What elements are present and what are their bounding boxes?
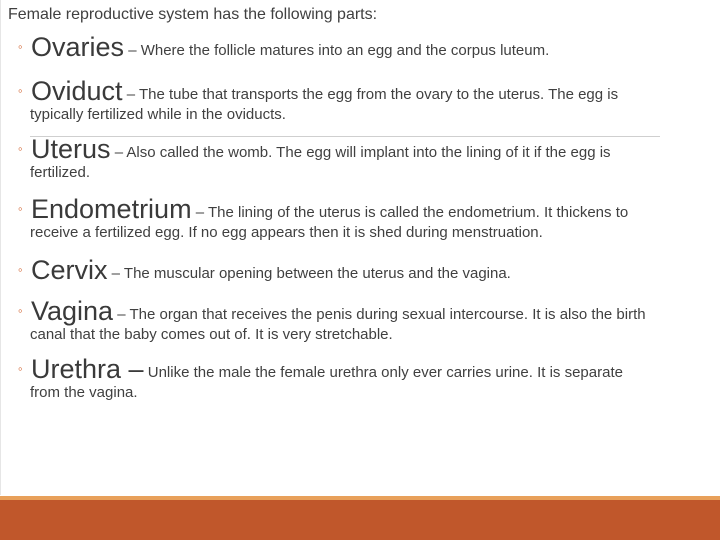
term: Endometrium <box>31 194 192 224</box>
bullet-icon: ◦ <box>18 83 23 98</box>
description: – The muscular opening between the uterus and the vagina. <box>107 265 511 282</box>
description: – Also called the womb. The egg will implant into the lining of it if the egg is <box>110 144 611 161</box>
slide-title: Female reproductive system has the following parts: <box>8 6 378 23</box>
term: Uterus <box>31 134 111 164</box>
description-continued: from the vagina. <box>30 384 138 401</box>
list-item-uterus <box>18 134 718 182</box>
left-edge-rule <box>0 0 1 495</box>
description: Unlike the male the female urethra only ever carries urine. It is separate <box>143 364 623 381</box>
list-item-ovaries <box>18 32 718 62</box>
term: Cervix <box>31 255 108 285</box>
bullet-icon: ◦ <box>18 141 23 156</box>
list-item-endometrium <box>18 194 718 242</box>
term: Oviduct <box>31 76 123 106</box>
description-continued: fertilized. <box>30 164 91 181</box>
bullet-icon: ◦ <box>18 361 23 376</box>
bullet-icon: ◦ <box>18 262 23 277</box>
description-continued: receive a fertilized egg. If no egg appears then it is shed during menstruation. <box>30 224 543 241</box>
list-item-urethra <box>18 354 718 402</box>
footer-bar <box>0 500 720 540</box>
list-item-cervix <box>18 255 718 285</box>
description-continued: canal that the baby comes out of. It is very stretchable. <box>30 326 393 343</box>
term: Urethra – <box>31 354 144 384</box>
bullet-icon: ◦ <box>18 39 23 54</box>
description: – Where the follicle matures into an egg and the corpus luteum. <box>124 42 550 59</box>
bullet-icon: ◦ <box>18 201 23 216</box>
list-item-vagina <box>18 296 718 344</box>
description: – The tube that transports the egg from the ovary to the uterus. The egg is <box>122 86 619 103</box>
description: – The lining of the uterus is called the endometrium. It thickens to <box>191 204 629 221</box>
bullet-icon: ◦ <box>18 303 23 318</box>
list-item-oviduct <box>18 76 718 124</box>
term: Ovaries <box>31 32 125 62</box>
description-continued: typically fertilized while in the oviducts. <box>30 106 286 123</box>
term: Vagina <box>31 296 114 326</box>
description: – The organ that receives the penis during sexual intercourse. It is also the birth <box>113 306 646 323</box>
